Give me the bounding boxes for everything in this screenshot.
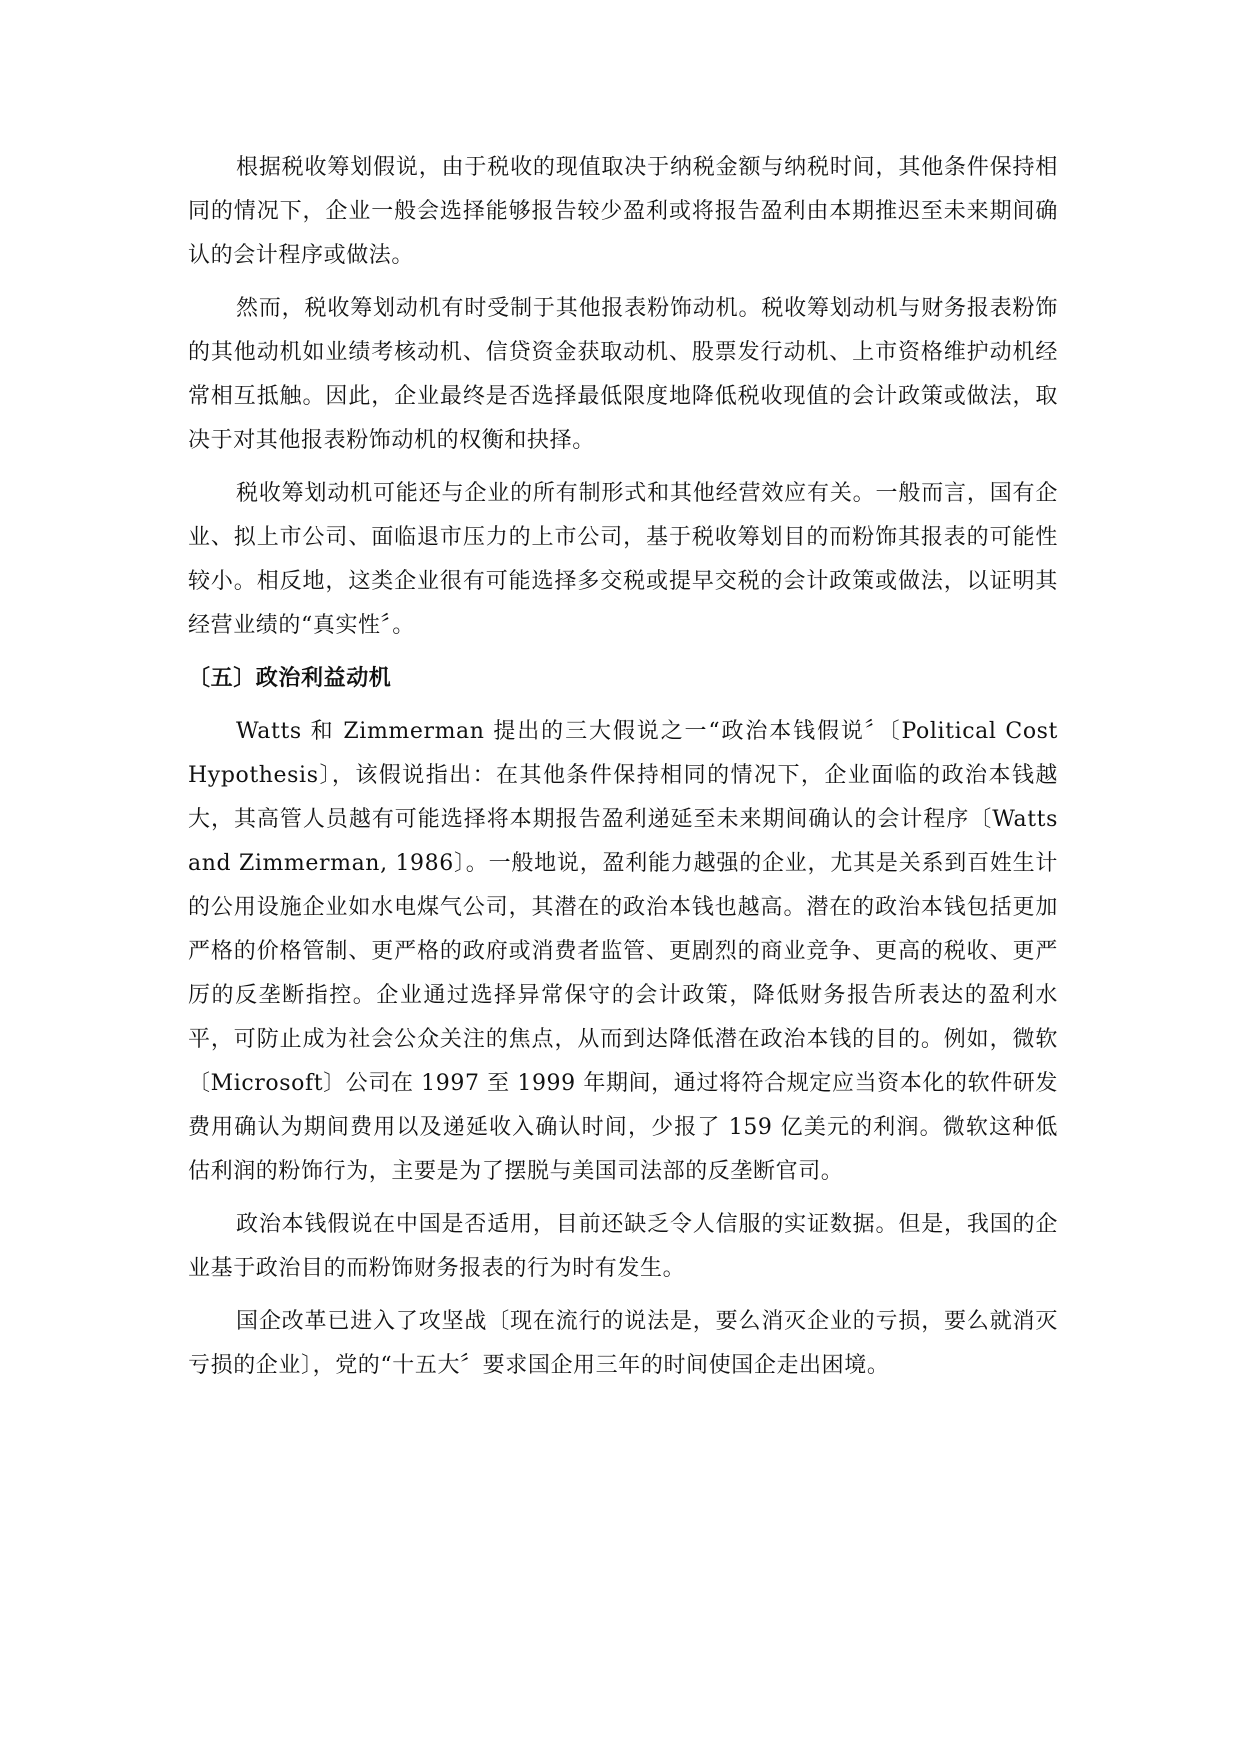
paragraph-tax-planning-hypothesis: 根据税收筹划假说，由于税收的现值取决于纳税金额与纳税时间，其他条件保持相同的情况下，企业一般会选择能够报告较少盈利或将报告盈利由本期推迟至未来期间确认的会计程序或做法。 bbox=[188, 155, 1058, 268]
paragraph-china-applicability: 政治本钱假说在中国是否适用，目前还缺乏令人信服的实证数据。但是，我国的企业基于政治目的而粉饰财务报表的行为时有发生。 bbox=[188, 1212, 1058, 1281]
document-body bbox=[188, 146, 1058, 1397]
paragraph-political-cost-hypothesis: Watts 和 Zimmerman 提出的三大假说之一“政治本钱假说〞〔Political Cost Hypothesis〕，该假说指出：在其他条件保持相同的情况下，企业面临的政治本钱越大，其高管人员越有可能选择将本期报告盈利递延至未来期间确认的会计程序〔Watts and Zimmerman, 1986〕。一般地说，盈利能力越强的企业，尤其是关系到百姓生计的公用设施企业如水电煤气公司，其潜在的政治本钱也越高。潜在的政治本钱包括更加严格的价格管制、更严格的政府或消费者监管、更剧烈的商业竞争、更高的税收、更严厉的反垄断指控。企业通过选择异常保守的会计政策，降低财务报告所表达的盈利水平，可防止成为社会公众关注的焦点，从而到达降低潜在政治本钱的目的。例如，微软〔Microsoft〕公司在 1997 至 1999 年期间，通过将符合规定应当资本化的软件研发费用确认为期间费用以及递延收入确认时间，少报了 159 亿美元的利润。微软这种低估利润的粉饰行为，主要是为了摆脱与美国司法部的反垄断官司。 bbox=[188, 719, 1058, 1184]
paragraph-soe-reform: 国企改革已进入了攻坚战〔现在流行的说法是，要么消灭企业的亏损，要么就消灭亏损的企业〕，党的“十五大〞要求国企用三年的时间使国企走出困境。 bbox=[188, 1309, 1058, 1378]
paragraph-tax-planning-conflict: 然而，税收筹划动机有时受制于其他报表粉饰动机。税收筹划动机与财务报表粉饰的其他动机如业绩考核动机、信贷资金获取动机、股票发行动机、上市资格维护动机经常相互抵触。因此，企业最终是否选择最低限度地降低税收现值的会计政策或做法，取决于对其他报表粉饰动机的权衡和抉择。 bbox=[188, 296, 1058, 453]
paragraph-ownership-effect: 税收筹划动机可能还与企业的所有制形式和其他经营效应有关。一般而言，国有企业、拟上市公司、面临退市压力的上市公司，基于税收筹划目的而粉饰其报表的可能性较小。相反地，这类企业很有可能选择多交税或提早交税的会计政策或做法，以证明其经营业绩的“真实性〞。 bbox=[188, 481, 1058, 638]
section-heading: 〔五〕政治利益动机 bbox=[188, 666, 392, 691]
